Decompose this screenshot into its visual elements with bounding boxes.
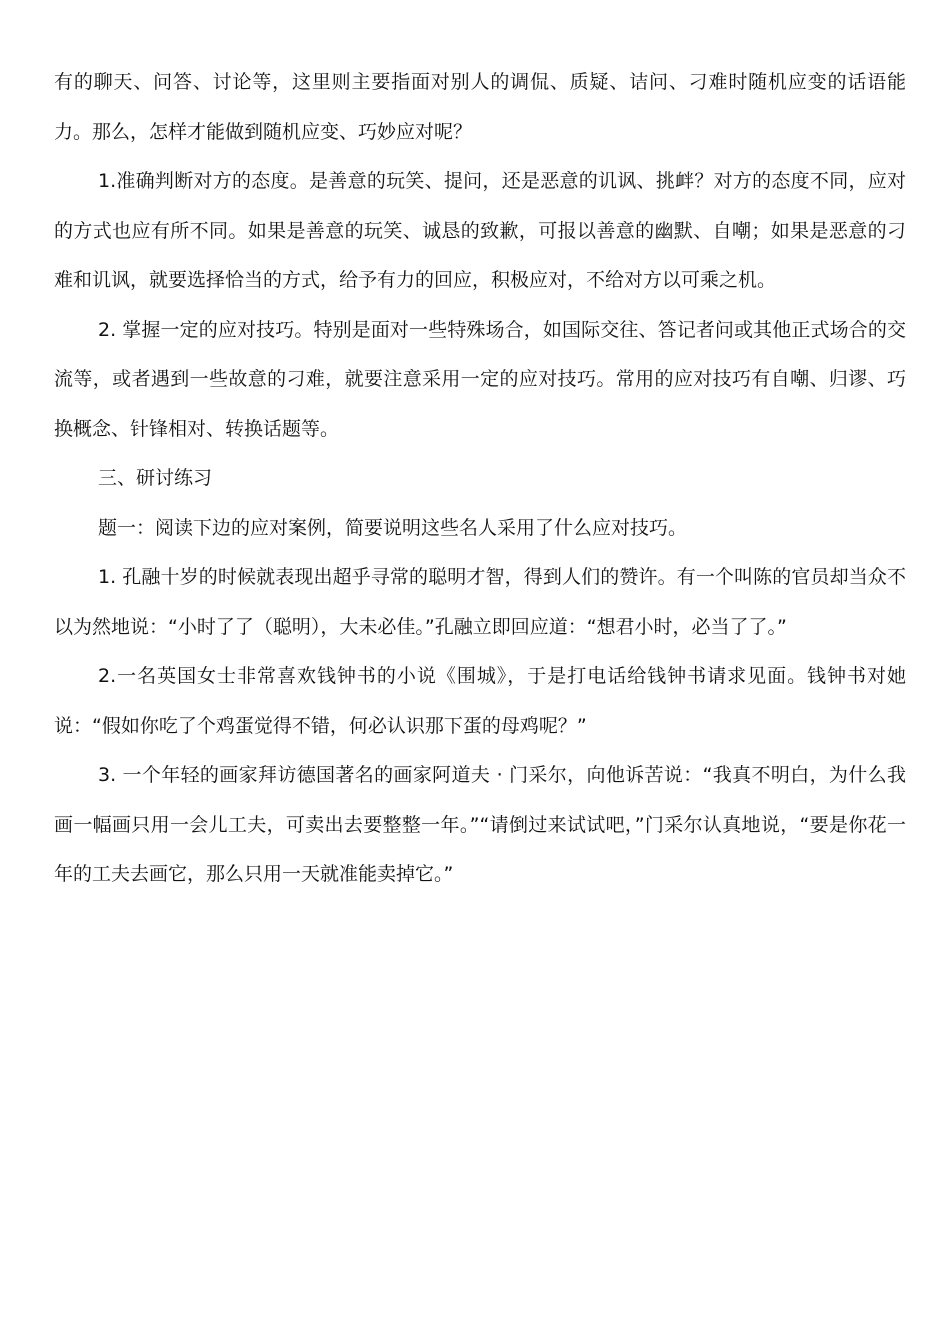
point-2-paragraph: 2. 掌握一定的应对技巧。特别是面对一些特殊场合，如国际交往、答记者问或其他正式场合的交流等，或者遇到一些故意的刁难，就要注意采用一定的应对技巧。常用的应对技巧有自嘲、归谬、巧换概念、针锋相对、转换话题等。 bbox=[54, 318, 906, 440]
document-page bbox=[54, 58, 906, 900]
case-2-paragraph: 2.一名英国女士非常喜欢钱钟书的小说《围城》，于是打电话给钱钟书请求见面。钱钟书对她说：“假如你吃了个鸡蛋觉得不错，何必认识那下蛋的母鸡呢？” bbox=[54, 665, 906, 737]
case-3-paragraph: 3. 一个年轻的画家拜访德国著名的画家阿道夫 · 门采尔，向他诉苦说：“我真不明白，为什么我画一幅画只用一会儿工夫，可卖出去要整整一年。”“请倒过来试试吧，”门采尔认真地说，“要是你花一年的工夫去画它，那么只用一天就准能卖掉它。” bbox=[54, 764, 906, 885]
case-1-paragraph: 1. 孔融十岁的时候就表现出超乎寻常的聪明才智，得到人们的赞许。有一个叫陈的官员却当众不以为然地说：“小时了了（聪明），大未必佳。”孔融立即回应道：“想君小时，必当了了。” bbox=[54, 566, 906, 638]
point-1-paragraph: 1.准确判断对方的态度。是善意的玩笑、提问，还是恶意的讥讽、挑衅？对方的态度不同，应对的方式也应有所不同。如果是善意的玩笑、诚恳的致歉，可报以善意的幽默、自嘲；如果是恶意的刁难和讥讽，就要选择恰当的方式，给予有力的回应，积极应对，不给对方以可乘之机。 bbox=[54, 170, 906, 291]
section-heading: 三、研讨练习 bbox=[98, 467, 213, 489]
exercise-1-prompt: 题一：阅读下边的应对案例，简要说明这些名人采用了什么应对技巧。 bbox=[98, 516, 688, 539]
intro-continued-paragraph: 有的聊天、问答、讨论等，这里则主要指面对别人的调侃、质疑、诘问、刁难时随机应变的话语能力。那么，怎样才能做到随机应变、巧妙应对呢？ bbox=[54, 71, 906, 143]
